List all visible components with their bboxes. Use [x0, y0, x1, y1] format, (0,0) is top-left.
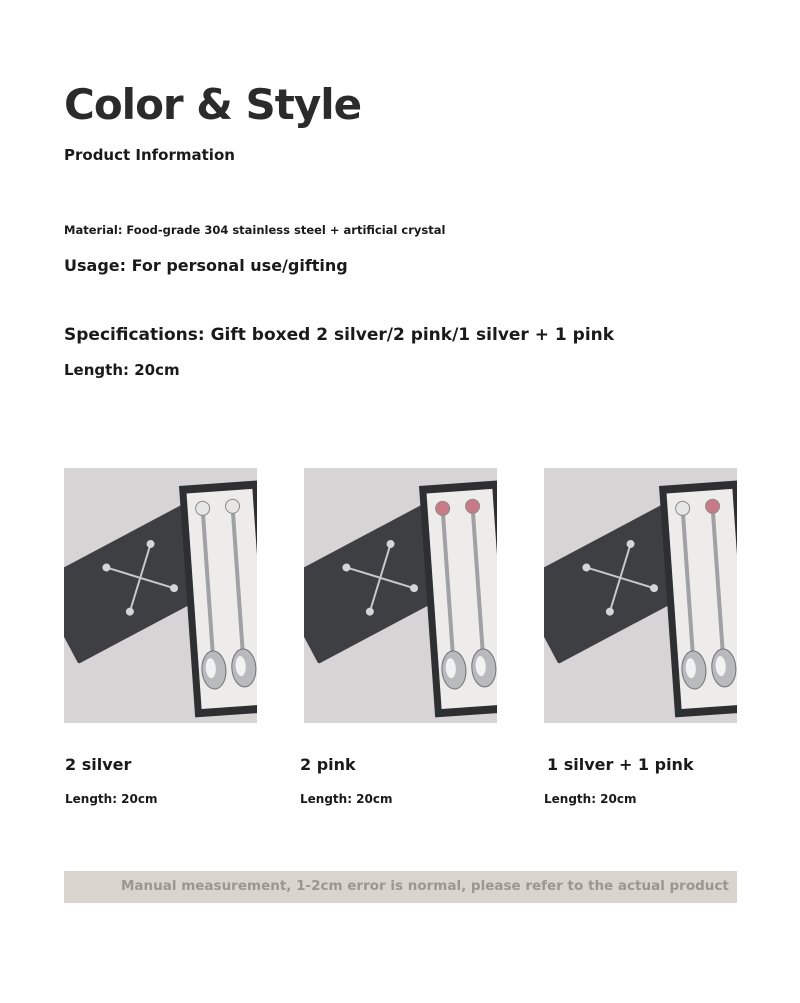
product-photo	[304, 468, 497, 723]
length-text: Length: 20cm	[64, 361, 180, 379]
crystal-top	[705, 499, 720, 514]
variant-card-2-pink[interactable]	[300, 468, 497, 806]
specifications-text: Specifications: Gift boxed 2 silver/2 pink/1 silver + 1 pink	[64, 325, 615, 345]
crystal-top	[225, 499, 240, 514]
variant-card-2-silver[interactable]	[64, 468, 257, 806]
section-subtitle: Product Information	[64, 146, 235, 164]
product-photo	[544, 468, 737, 723]
crystal-top	[435, 501, 450, 516]
crystal-top	[195, 501, 210, 516]
crystal-top	[465, 499, 480, 514]
product-illustration	[64, 468, 257, 723]
variant-name: 1 silver + 1 pink	[547, 755, 694, 774]
page-title: Color & Style	[64, 80, 362, 129]
product-illustration	[304, 468, 497, 723]
product-illustration	[544, 468, 737, 723]
variant-name: 2 silver	[65, 755, 132, 774]
disclaimer-banner	[64, 871, 737, 903]
variant-length: Length: 20cm	[65, 792, 158, 806]
usage-text: Usage: For personal use/gifting	[64, 256, 348, 275]
product-photo	[64, 468, 257, 723]
variant-length: Length: 20cm	[544, 792, 637, 806]
disclaimer-text: Manual measurement, 1-2cm error is normal, please refer to the actual product	[121, 878, 729, 894]
variant-card-1-silver-1-pink[interactable]	[544, 468, 737, 806]
variant-name: 2 pink	[300, 755, 356, 774]
crystal-top	[675, 501, 690, 516]
variant-length: Length: 20cm	[300, 792, 393, 806]
material-text: Material: Food-grade 304 stainless steel + artificial crystal	[64, 223, 446, 237]
